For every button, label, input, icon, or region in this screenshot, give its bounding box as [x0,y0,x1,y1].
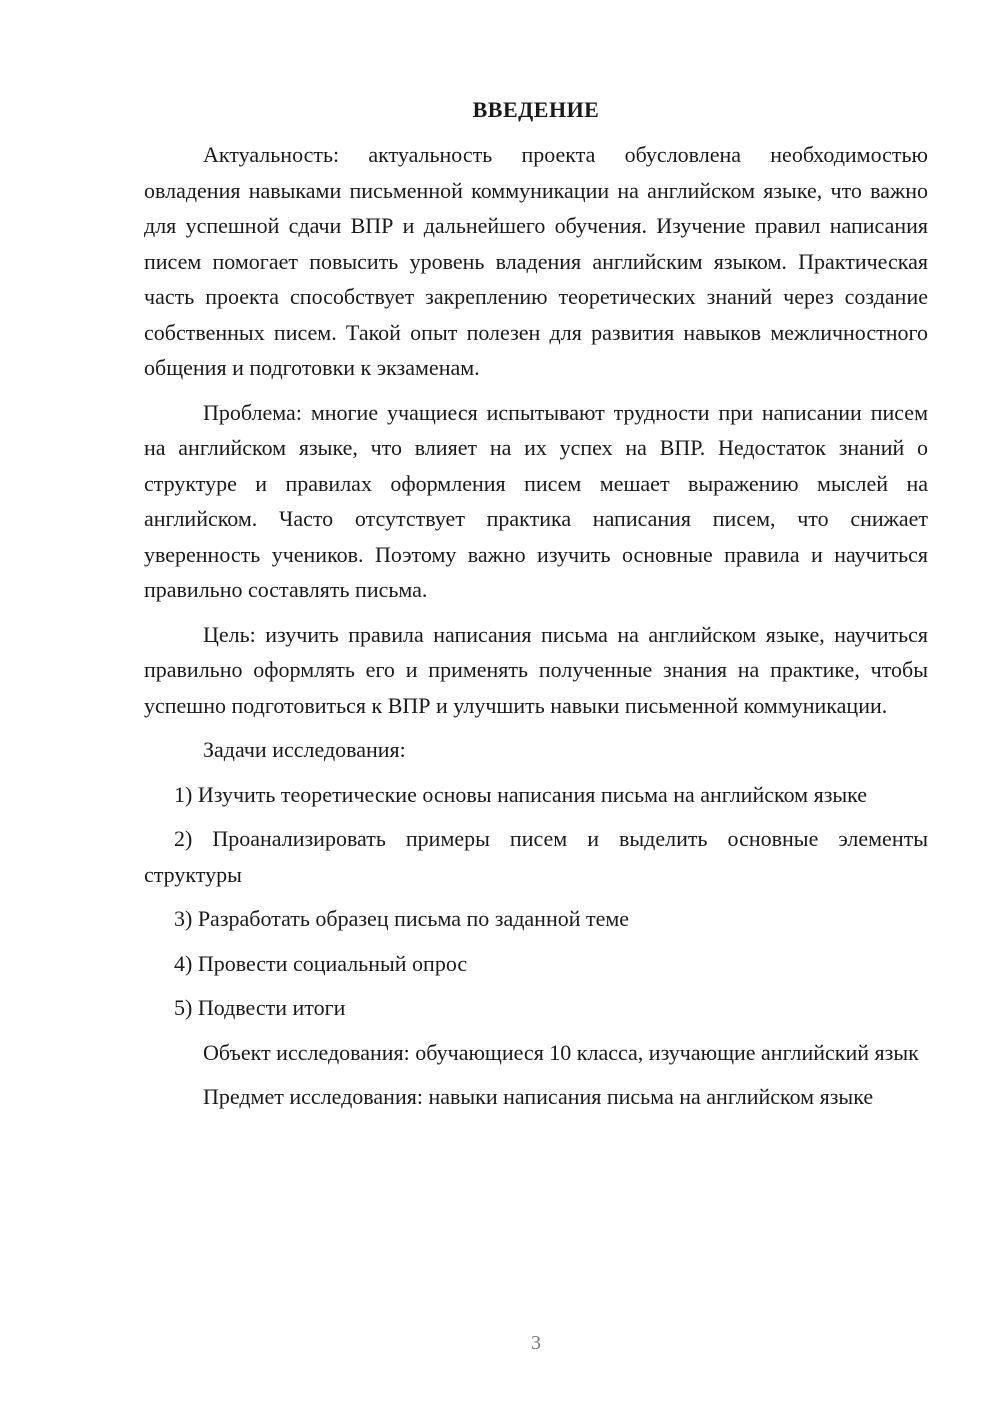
task-item-3: 3) Разработать образец письма по заданной теме [174,906,630,931]
task-item-1: 1) Изучить теоретические основы написания письма на английском языке [174,781,868,807]
paragraph-research-subject: Предмет исследования: навыки написания письма на английском языке [203,1084,874,1109]
paragraph-goal: Цель: изучить правила написания письма на английском языке, научиться правильно оформлять его и применять полученные знания на практике, чтобы успешно подготовиться к ВПР и улучшить навыки письменной коммуникации. [144,621,928,718]
page-title: ВВЕДЕНИЕ [472,97,600,122]
task-item-5: 5) Подвести итоги [174,995,346,1020]
tasks-heading: Задачи исследования: [203,737,406,762]
page-number: 3 [531,1332,541,1354]
document-page [144,92,928,1115]
task-item-4: 4) Провести социальный опрос [174,950,468,976]
paragraph-problem: Проблема: многие учащиеся испытывают трудности при написании писем на английском языке, что влияет на их успех на ВПР. Недостаток знаний о структуре и правилах оформления писем мешает выражению мыслей на английском. Часто отсутствует практика написания писем, что снижает уверенность учеников. Поэтому важно изучить основные правила и научиться правильно составлять письма. [144,399,928,602]
paragraph-relevance: Актуальность: актуальность проекта обусловлена необходимостью овладения навыками письменной коммуникации на английском языке, что важно для успешной сдачи ВПР и дальнейшего обучения. Изучение правил написания писем помогает повысить уровень владения английским языком. Практическая часть проекта способствует закреплению теоретических знаний через создание собственных писем. Такой опыт полезен для развития навыков межличностного общения и подготовки к экзаменам. [144,142,928,380]
paragraph-research-object: Объект исследования: обучающиеся 10 класса, изучающие английский язык [203,1039,919,1065]
task-item-2: 2) Проанализировать примеры писем и выделить основные элементы структуры [144,826,928,887]
